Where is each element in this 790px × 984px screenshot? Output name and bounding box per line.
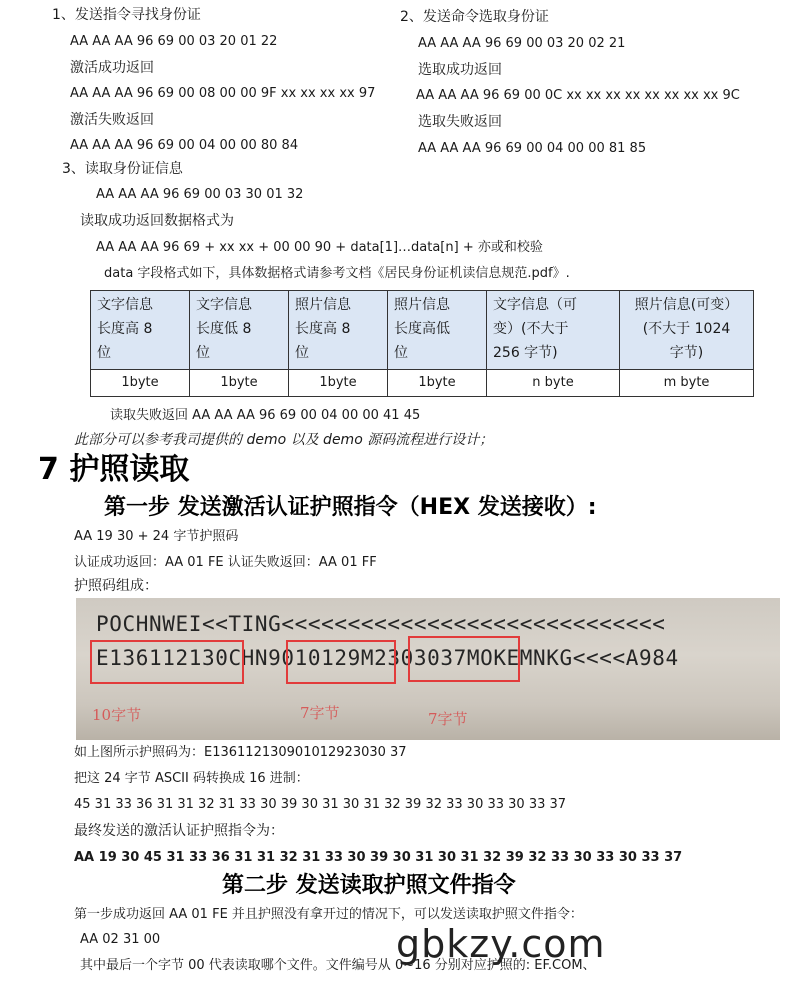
- table-header-cell: 照片信息 长度高低 位: [388, 291, 487, 370]
- table-header-row: [91, 291, 754, 370]
- mrz-line-2: E136112130CHN9010129M2303037MOKEMNKG<<<<A984: [96, 646, 679, 670]
- step2-fail-label: 选取失败返回: [418, 114, 502, 130]
- table-cell: 1byte: [289, 370, 388, 397]
- step3-response-format: AA AA AA 96 69 + xx xx + 00 00 90 + data[1]…data[n] + 亦或和校验: [96, 240, 543, 255]
- table-cell: m byte: [620, 370, 754, 397]
- step1-ok-response: AA AA AA 96 69 00 08 00 00 9F xx xx xx xx 97: [70, 86, 376, 101]
- table-header-cell: 文字信息（可 变）(不大于 256 字节): [487, 291, 620, 370]
- composition-label: 护照码组成：: [74, 578, 158, 594]
- mrz-line-1: POCHNWEI<<TING<<<<<<<<<<<<<<<<<<<<<<<<<<<<<: [96, 612, 666, 636]
- step1-fail-label: 激活失败返回: [70, 112, 154, 128]
- step1-title: 1、发送指令寻找身份证: [52, 7, 201, 23]
- table-header-cell: 文字信息 长度低 8 位: [190, 291, 289, 370]
- watermark: gbkzy.com: [396, 922, 606, 966]
- final-command: AA 19 30 45 31 33 36 31 31 32 31 33 30 39 30 31 30 31 32 39 32 33 30 33 30 33 37: [74, 850, 683, 865]
- step1-ok-label: 激活成功返回: [70, 60, 154, 76]
- demo-note: 此部分可以参考我司提供的 demo 以及 demo 源码流程进行设计；: [74, 432, 494, 448]
- step2-note: 其中最后一个字节 00 代表读取哪个文件。文件编号从 0~16 分别对应护照的: EF.COM、: [80, 958, 596, 973]
- table-cell: n byte: [487, 370, 620, 397]
- highlight-box-7b: [408, 636, 520, 682]
- step2-description: 第一步成功返回 AA 01 FE 并且护照没有拿开过的情况下，可以发送读取护照文件指令：: [74, 907, 583, 922]
- highlight-box-10: [90, 640, 244, 684]
- table-cell: 1byte: [91, 370, 190, 397]
- step3-title: 3、读取身份证信息: [62, 161, 183, 177]
- step3-ok-label: 读取成功返回数据格式为: [80, 213, 234, 229]
- step3-command: AA AA AA 96 69 00 03 30 01 32: [96, 187, 304, 202]
- step2-ok-response: AA AA AA 96 69 00 0C xx xx xx xx xx xx xx xx 9C: [416, 88, 740, 103]
- passport-code-example: 如上图所示护照码为：E136112130901012923030 37: [74, 745, 407, 760]
- table-cell: 1byte: [190, 370, 289, 397]
- ascii-note: 把这 24 字节 ASCII 码转换成 16 进制：: [74, 771, 309, 786]
- section-heading-passport: 7 护照读取: [38, 452, 190, 487]
- final-command-label: 最终发送的激活认证护照指令为：: [74, 823, 284, 839]
- step2-fail-response: AA AA AA 96 69 00 04 00 00 81 85: [418, 141, 647, 156]
- table-header-cell: 照片信息 长度高 8 位: [289, 291, 388, 370]
- step2-heading: 第二步 发送读取护照文件指令: [222, 873, 516, 898]
- data-format-table: [90, 290, 754, 397]
- passport-mrz-photo: [76, 598, 780, 740]
- step2-title: 2、发送命令选取身份证: [400, 9, 549, 25]
- auth-result: 认证成功返回：AA 01 FE 认证失败返回：AA 01 FF: [74, 555, 377, 570]
- step2-command: AA AA AA 96 69 00 03 20 02 21: [418, 36, 626, 51]
- highlight-box-7a: [286, 640, 396, 684]
- table-header-cell: 照片信息(可变） (不大于 1024 字节): [620, 291, 754, 370]
- step1-command: AA AA AA 96 69 00 03 20 01 22: [70, 34, 278, 49]
- step3-fail-response: 读取失败返回 AA AA AA 96 69 00 04 00 00 41 45: [110, 408, 421, 423]
- label-10-bytes: 10字节: [92, 706, 142, 724]
- step2-command: AA 02 31 00: [80, 932, 161, 947]
- table-row: [91, 370, 754, 397]
- step1-fail-response: AA AA AA 96 69 00 04 00 00 80 84: [70, 138, 299, 153]
- step3-data-note: data 字段格式如下，具体数据格式请参考文档《居民身份证机读信息规范.pdf》.: [104, 266, 570, 281]
- table-header-cell: 文字信息 长度高 8 位: [91, 291, 190, 370]
- hex-values: 45 31 33 36 31 31 32 31 33 30 39 30 31 30 31 32 39 32 33 30 33 30 33 37: [74, 797, 567, 812]
- step1-heading: 第一步 发送激活认证护照指令（HEX 发送接收）:: [104, 495, 597, 520]
- table-cell: 1byte: [388, 370, 487, 397]
- label-7-bytes-b: 7字节: [428, 710, 468, 728]
- step2-ok-label: 选取成功返回: [418, 62, 502, 78]
- label-7-bytes-a: 7字节: [300, 704, 340, 722]
- passport-command: AA 19 30 + 24 字节护照码: [74, 529, 239, 544]
